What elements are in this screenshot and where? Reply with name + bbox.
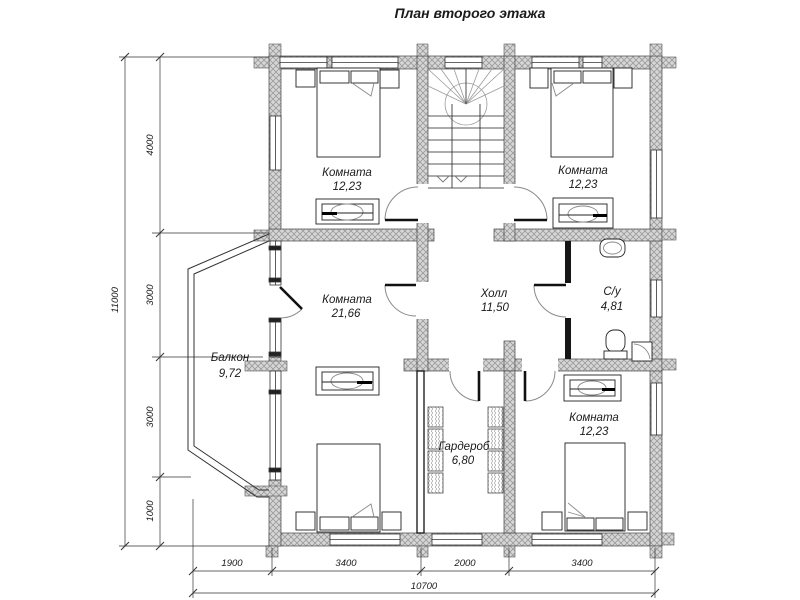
sink	[600, 239, 625, 257]
wall-wardrobe-east-stub	[504, 341, 515, 371]
nightstand	[380, 70, 399, 88]
window-right-1	[651, 150, 662, 218]
dresser	[564, 375, 621, 401]
wall-a-right	[494, 229, 662, 241]
nightstand	[296, 70, 315, 87]
door-wardrobe	[450, 371, 479, 401]
window-mullion	[327, 57, 332, 68]
bathroom-fixtures	[600, 239, 652, 361]
nightstand	[382, 512, 401, 530]
dresser	[553, 198, 613, 228]
room-middle-area: 21,66	[331, 308, 361, 320]
pillow	[320, 71, 349, 83]
dim-v-seg-4: 1000	[145, 500, 156, 522]
pillow	[351, 71, 378, 83]
room-bottom-right-name: Комната	[569, 412, 619, 424]
balcony-area: 9,72	[218, 368, 242, 380]
room-middle-name: Комната	[322, 294, 372, 306]
window-top-2	[332, 57, 398, 68]
dim-v-total: 11000	[110, 287, 121, 313]
furniture-room-top-left	[296, 68, 399, 224]
dim-h-seg-1: 1900	[221, 558, 243, 569]
pillow	[351, 517, 378, 530]
window-left-top-room	[270, 116, 281, 170]
dim-h-seg-3: 2000	[454, 558, 476, 569]
staircase	[428, 69, 504, 188]
pillow	[583, 71, 611, 83]
window-bottom-2	[432, 534, 482, 545]
dim-h-seg-4: 3400	[571, 558, 593, 569]
nightstand	[296, 512, 315, 530]
furniture-room-bottom-right	[542, 375, 647, 531]
window-bottom-3	[532, 534, 602, 545]
window-right-3	[651, 383, 662, 435]
room-top-right-area: 12,23	[568, 179, 598, 191]
wall-a-left	[269, 229, 434, 241]
bathroom-name: С/у	[603, 286, 621, 298]
window-bottom-1	[330, 534, 400, 545]
furniture-room-top-right	[530, 68, 632, 228]
dim-h-seg-2: 3400	[335, 558, 357, 569]
door-room-bottom-right	[525, 371, 555, 401]
plan-title: План второго этажа	[394, 5, 546, 21]
wardrobe-name: Гардероб	[438, 441, 490, 453]
window-top-1	[280, 57, 327, 68]
nightstand	[530, 68, 548, 88]
pillow	[320, 517, 349, 530]
door-balcony	[280, 287, 302, 318]
room-bottom-right-area: 12,23	[579, 426, 609, 438]
nightstand	[614, 68, 632, 88]
window-top-3	[532, 57, 602, 68]
hall-name: Холл	[480, 288, 508, 300]
dresser	[316, 199, 379, 224]
dim-v-seg-2: 3000	[145, 284, 156, 306]
wardrobe-area: 6,80	[451, 455, 475, 467]
nightstand	[628, 512, 647, 530]
door-room-top-right	[514, 187, 547, 220]
window-mullion	[579, 57, 583, 68]
wall-wardrobe-east	[504, 371, 515, 533]
pillow	[596, 518, 623, 530]
partition-wardrobe-west	[417, 371, 424, 533]
partition-bathroom-upper	[565, 241, 571, 283]
door-openings	[416, 184, 558, 372]
partition-bathroom-lower	[565, 318, 571, 359]
room-top-right-name: Комната	[558, 165, 608, 177]
dimension-ticks	[121, 53, 164, 550]
pillow	[567, 518, 594, 530]
dresser	[316, 367, 379, 395]
window-top-stairs	[445, 57, 482, 68]
room-top-left-name: Комната	[322, 167, 372, 179]
stairs-treads	[428, 69, 504, 188]
furniture-room-middle	[296, 367, 401, 532]
door-room-top-left	[385, 187, 418, 220]
hall-area: 11,50	[481, 302, 509, 314]
toilet	[604, 330, 627, 359]
room-top-left-area: 12,23	[332, 181, 362, 193]
nightstand	[542, 512, 562, 530]
dim-v-seg-1: 4000	[145, 134, 156, 156]
corner-shower	[632, 342, 652, 361]
dim-v-seg-3: 3000	[145, 406, 156, 428]
bathroom-area: 4,81	[600, 301, 624, 313]
window-right-2	[651, 280, 662, 317]
door-room-middle	[385, 285, 416, 316]
pillow	[554, 71, 581, 83]
balcony-name: Балкон	[210, 352, 250, 364]
dim-h-total: 10700	[410, 581, 438, 592]
door-bathroom	[534, 285, 566, 317]
